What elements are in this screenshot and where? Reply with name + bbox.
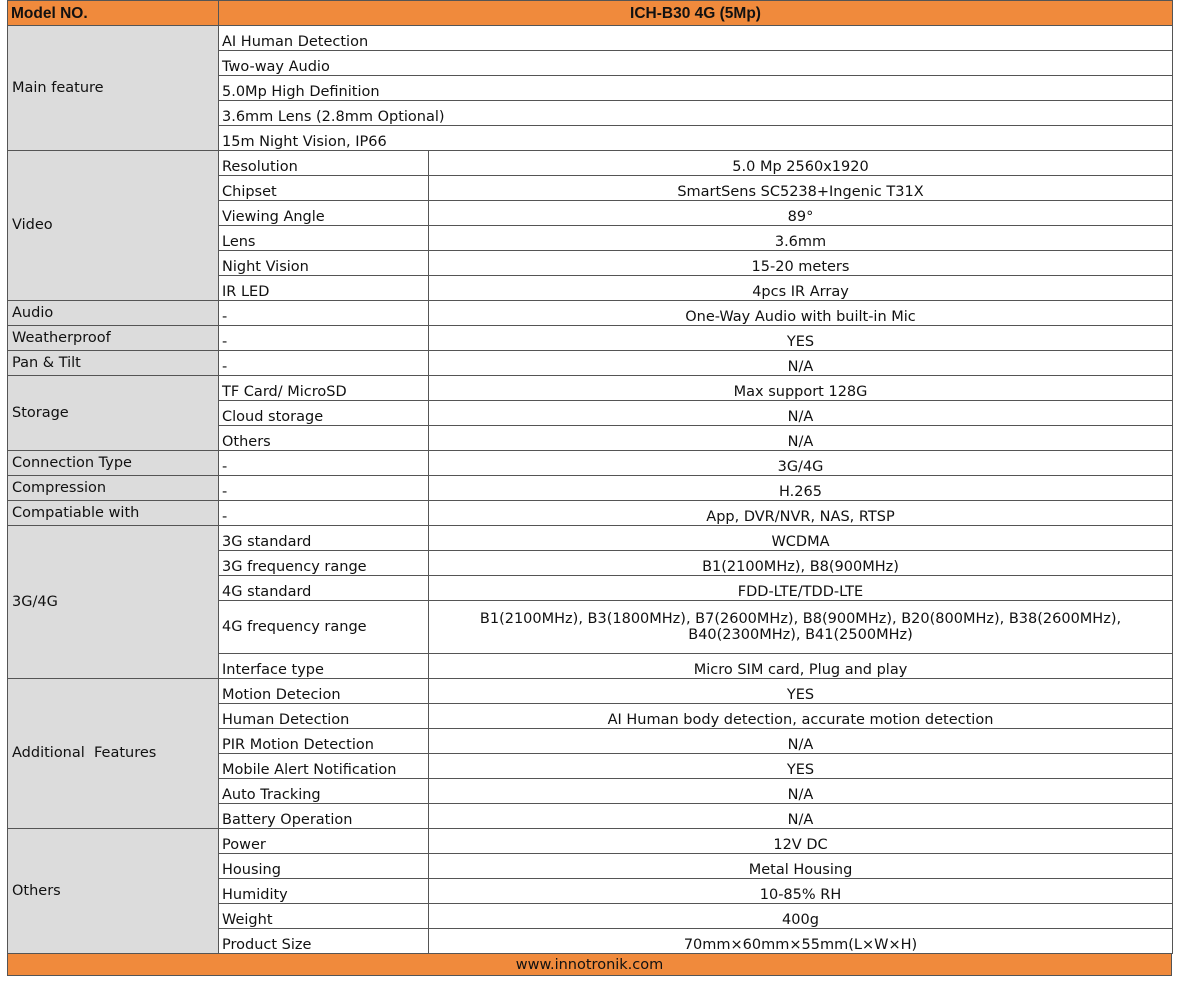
feature-item: Two-way Audio xyxy=(219,51,1173,76)
spec-name: Auto Tracking xyxy=(219,779,429,804)
model-number: ICH-B30 4G (5Mp) xyxy=(219,1,1173,26)
spec-name: Chipset xyxy=(219,176,429,201)
spec-value: B1(2100MHz), B8(900MHz) xyxy=(429,551,1173,576)
spec-name: - xyxy=(219,351,429,376)
section-3g-4g: 3G/4G xyxy=(8,526,219,679)
spec-name: Cloud storage xyxy=(219,401,429,426)
spec-value: FDD-LTE/TDD-LTE xyxy=(429,576,1173,601)
table-row xyxy=(8,301,1173,326)
section-pan-tilt: Pan & Tilt xyxy=(8,351,219,376)
spec-value: WCDMA xyxy=(429,526,1173,551)
table-row xyxy=(8,526,1173,551)
spec-value: 400g xyxy=(429,904,1173,929)
section-others: Others xyxy=(8,829,219,954)
spec-name: Weight xyxy=(219,904,429,929)
feature-item: 3.6mm Lens (2.8mm Optional) xyxy=(219,101,1173,126)
spec-name: Night Vision xyxy=(219,251,429,276)
spec-name: PIR Motion Detection xyxy=(219,729,429,754)
spec-value: AI Human body detection, accurate motion detection xyxy=(429,704,1173,729)
spec-name: Viewing Angle xyxy=(219,201,429,226)
spec-name: - xyxy=(219,476,429,501)
spec-name: 4G frequency range xyxy=(219,601,429,654)
spec-name: 4G standard xyxy=(219,576,429,601)
table-row xyxy=(8,501,1173,526)
spec-value: SmartSens SC5238+Ingenic T31X xyxy=(429,176,1173,201)
spec-value: N/A xyxy=(429,351,1173,376)
spec-name: Housing xyxy=(219,854,429,879)
spec-value: YES xyxy=(429,679,1173,704)
spec-value: 70mm×60mm×55mm(L×W×H) xyxy=(429,929,1173,954)
spec-name: - xyxy=(219,501,429,526)
feature-item: 5.0Mp High Definition xyxy=(219,76,1173,101)
table-row xyxy=(8,151,1173,176)
section-connection-type: Connection Type xyxy=(8,451,219,476)
spec-value: B1(2100MHz), B3(1800MHz), B7(2600MHz), B8(900MHz), B20(800MHz), B38(2600MHz), B40(2300MHz), B41(2500MHz) xyxy=(429,601,1173,654)
spec-name: TF Card/ MicroSD xyxy=(219,376,429,401)
spec-value: H.265 xyxy=(429,476,1173,501)
spec-name: Human Detection xyxy=(219,704,429,729)
spec-value: 10-85% RH xyxy=(429,879,1173,904)
spec-sheet xyxy=(7,0,1179,976)
spec-name: Mobile Alert Notification xyxy=(219,754,429,779)
spec-name: - xyxy=(219,326,429,351)
spec-value: N/A xyxy=(429,729,1173,754)
spec-value: 3.6mm xyxy=(429,226,1173,251)
website-footer: www.innotronik.com xyxy=(7,954,1172,976)
spec-name: Power xyxy=(219,829,429,854)
spec-value: YES xyxy=(429,754,1173,779)
spec-value: N/A xyxy=(429,426,1173,451)
spec-value: Max support 128G xyxy=(429,376,1173,401)
spec-name: Lens xyxy=(219,226,429,251)
feature-item: 15m Night Vision, IP66 xyxy=(219,126,1173,151)
spec-value: YES xyxy=(429,326,1173,351)
section-main-feature: Main feature xyxy=(8,26,219,151)
table-row xyxy=(8,476,1173,501)
spec-name: Motion Detecion xyxy=(219,679,429,704)
spec-value: App, DVR/NVR, NAS, RTSP xyxy=(429,501,1173,526)
spec-value: Metal Housing xyxy=(429,854,1173,879)
table-row xyxy=(8,829,1173,854)
feature-item: AI Human Detection xyxy=(219,26,1173,51)
spec-value: 3G/4G xyxy=(429,451,1173,476)
section-additional-features: Additional Features xyxy=(8,679,219,829)
spec-value: Micro SIM card, Plug and play xyxy=(429,654,1173,679)
spec-value: N/A xyxy=(429,804,1173,829)
spec-table xyxy=(7,0,1173,954)
spec-value: 15-20 meters xyxy=(429,251,1173,276)
spec-value: N/A xyxy=(429,401,1173,426)
table-row xyxy=(8,679,1173,704)
section-storage: Storage xyxy=(8,376,219,451)
spec-name: Others xyxy=(219,426,429,451)
table-row xyxy=(8,376,1173,401)
spec-value: N/A xyxy=(429,779,1173,804)
spec-value: 4pcs IR Array xyxy=(429,276,1173,301)
spec-name: Battery Operation xyxy=(219,804,429,829)
table-row xyxy=(8,451,1173,476)
spec-name: Interface type xyxy=(219,654,429,679)
table-row xyxy=(8,351,1173,376)
spec-name: Resolution xyxy=(219,151,429,176)
spec-value: One-Way Audio with built-in Mic xyxy=(429,301,1173,326)
spec-value: 5.0 Mp 2560x1920 xyxy=(429,151,1173,176)
spec-value: 12V DC xyxy=(429,829,1173,854)
spec-name: Product Size xyxy=(219,929,429,954)
spec-name: Humidity xyxy=(219,879,429,904)
table-row xyxy=(8,326,1173,351)
section-audio: Audio xyxy=(8,301,219,326)
table-row xyxy=(8,26,1173,51)
spec-name: - xyxy=(219,451,429,476)
section-video: Video xyxy=(8,151,219,301)
section-weatherproof: Weatherproof xyxy=(8,326,219,351)
spec-name: 3G frequency range xyxy=(219,551,429,576)
header-row xyxy=(8,1,1173,26)
spec-name: - xyxy=(219,301,429,326)
spec-name: IR LED xyxy=(219,276,429,301)
model-no-label: Model NO. xyxy=(8,1,219,26)
section-compatible: Compatiable with xyxy=(8,501,219,526)
section-compression: Compression xyxy=(8,476,219,501)
spec-name: 3G standard xyxy=(219,526,429,551)
spec-value: 89° xyxy=(429,201,1173,226)
